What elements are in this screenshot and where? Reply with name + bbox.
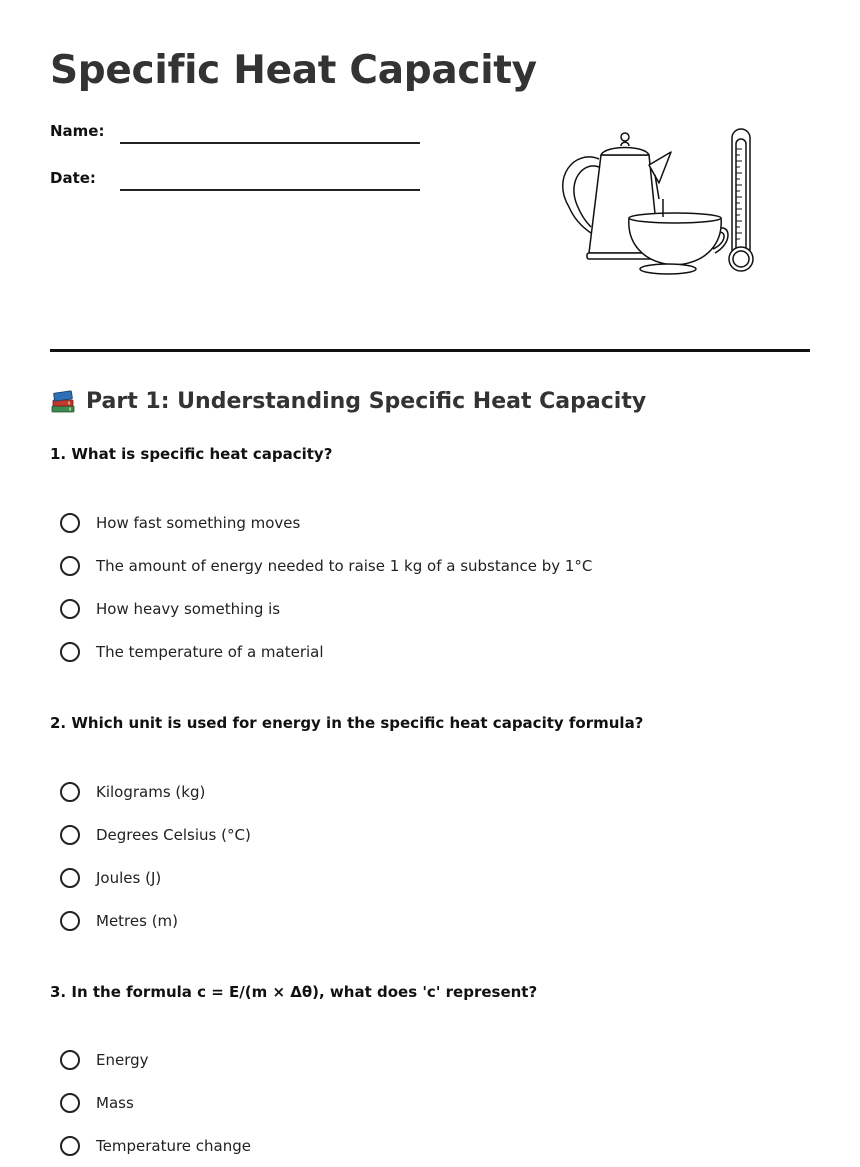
name-label: Name: (50, 122, 105, 140)
option-label: How fast something moves (96, 513, 301, 532)
option-label: Joules (J) (96, 868, 162, 887)
books-icon (50, 388, 76, 414)
option-label: How heavy something is (96, 599, 281, 618)
radio-button[interactable] (60, 911, 80, 931)
option-label: Degrees Celsius (°C) (96, 825, 251, 844)
option-item[interactable] (60, 899, 251, 942)
option-item[interactable] (60, 1038, 251, 1081)
radio-button[interactable] (60, 782, 80, 802)
options-list (60, 501, 592, 673)
option-item[interactable] (60, 587, 592, 630)
heat-illustration (555, 125, 770, 285)
date-line[interactable] (120, 189, 420, 191)
option-label: The temperature of a material (96, 642, 324, 661)
part1-heading-text: Part 1: Understanding Specific Heat Capacity (86, 388, 647, 414)
question-text: 3. In the formula c = E/(m × Δθ), what does 'c' represent? (50, 983, 538, 1001)
question-3 (50, 983, 810, 1155)
option-item[interactable] (60, 630, 592, 673)
section-divider (50, 349, 810, 352)
radio-button[interactable] (60, 825, 80, 845)
question-text: 2. Which unit is used for energy in the specific heat capacity formula? (50, 714, 644, 732)
option-item[interactable] (60, 501, 592, 544)
option-item[interactable] (60, 813, 251, 856)
options-list (60, 1038, 251, 1167)
option-item[interactable] (60, 856, 251, 899)
option-label: Mass (96, 1093, 134, 1112)
name-field[interactable] (50, 122, 430, 152)
date-label: Date: (50, 169, 96, 187)
options-list (60, 770, 251, 942)
option-label: Kilograms (kg) (96, 782, 206, 801)
question-text: 1. What is specific heat capacity? (50, 445, 333, 463)
radio-button[interactable] (60, 599, 80, 619)
radio-button[interactable] (60, 513, 80, 533)
option-label: Temperature change (96, 1136, 251, 1155)
option-label: The amount of energy needed to raise 1 kg of a substance by 1°C (96, 556, 593, 575)
radio-button[interactable] (60, 556, 80, 576)
option-item[interactable] (60, 544, 592, 587)
radio-button[interactable] (60, 1093, 80, 1113)
option-item[interactable] (60, 770, 251, 813)
radio-button[interactable] (60, 1050, 80, 1070)
date-field[interactable] (50, 169, 430, 199)
radio-button[interactable] (60, 642, 80, 662)
name-line[interactable] (120, 142, 420, 144)
option-label: Energy (96, 1050, 149, 1069)
question-2 (50, 714, 810, 930)
part1-heading (50, 388, 646, 414)
option-label: Metres (m) (96, 911, 179, 930)
radio-button[interactable] (60, 1136, 80, 1156)
question-1 (50, 445, 810, 661)
page-title: Specific Heat Capacity (50, 48, 537, 93)
radio-button[interactable] (60, 868, 80, 888)
option-item[interactable] (60, 1081, 251, 1124)
thermometer-icon (729, 129, 753, 271)
